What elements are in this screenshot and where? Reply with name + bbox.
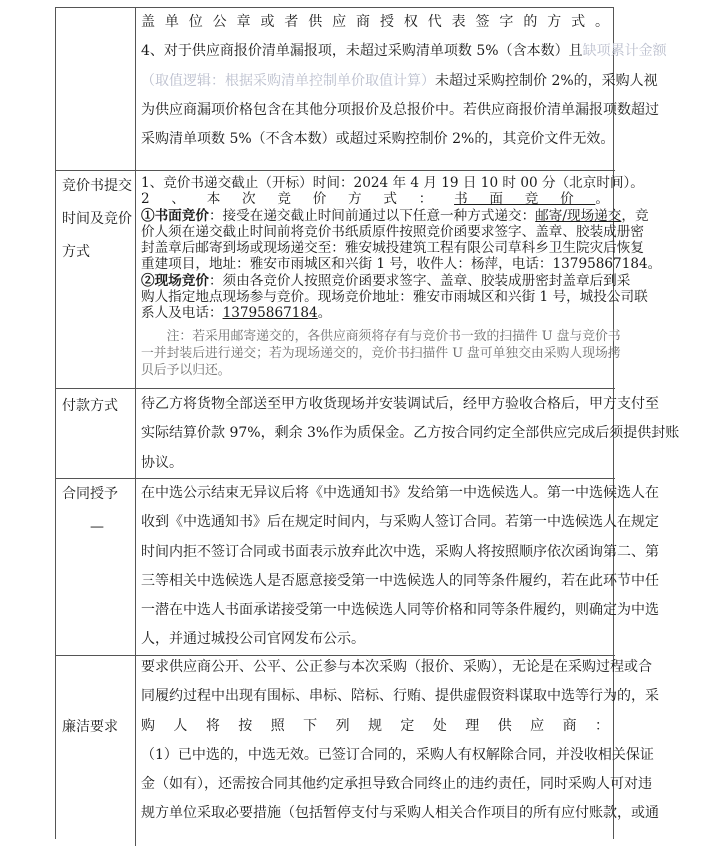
label-line: 时间及竞价 [62, 211, 132, 227]
text-line [141, 479, 659, 508]
text-segment: 收到《中选通知书》后在规定时间内，与采购人签订合同。若第一中选候选人在规定 [141, 514, 659, 531]
text-line [141, 191, 609, 207]
text-segment: ②现场竞价 [141, 272, 209, 289]
row-2-content [141, 175, 662, 322]
text-line [141, 207, 649, 224]
text-line [141, 596, 659, 625]
text-segment: 。 [317, 305, 332, 322]
underlined-text: 13795867184 [222, 305, 318, 322]
text-line [141, 175, 644, 191]
text-line [141, 682, 659, 711]
row-2-note [141, 328, 621, 379]
text-segment: 贝后予以归还。 [141, 363, 231, 378]
row-divider [55, 170, 615, 171]
text-segment: 封盖章后邮寄到场或现场递交至：雅安城投建筑工程有限公司草科乡卫生院灾后恢复 [141, 240, 644, 257]
faded-text: （取值逻辑：根据采购清单控制单价取值计算） [141, 72, 435, 89]
text-line [141, 223, 644, 240]
text-line [141, 289, 648, 306]
text-segment: 三等相关中选候选人是否愿意接受第一中选候选人的同等条件履约，若在此环节中任 [141, 572, 659, 589]
text-segment: 一潜在中选人书面承诺接受第一中选候选人同等价格和同等条件履约，则确定为中选 [141, 602, 659, 619]
text-segment: （1）已中选的，中选无效。已签订合同的，采购人有权解除合同，并没收相关保证 [141, 746, 654, 763]
row-divider [55, 388, 615, 389]
text-line [141, 390, 659, 419]
row-3-content [141, 390, 680, 478]
text-segment: 为供应商漏项价格包含在其他分项报价及总报价中。若供应商报价清单漏报项数超过 [141, 101, 659, 118]
text-line [141, 712, 609, 741]
text-segment: 购人指定地点现场参与竞价。现场竞价地址：雅安市雨城区和兴街 1 号，城投公司联 [141, 289, 648, 306]
label-line: 竞价书提交 [62, 178, 132, 194]
text-line [141, 328, 621, 345]
text-segment: 在中选公示结束无异议后将《中选通知书》发给第一中选候选人。第一中选候选人在 [141, 485, 659, 501]
text-segment: 金（如有），还需按合同其他约定承担导致合同终止的违约责任，同时采购人可对违 [141, 776, 652, 793]
text-line [141, 8, 609, 37]
text-line [141, 37, 667, 66]
text-segment: 重建项目，地址：雅安市雨城区和兴街 1 号，收件人：杨萍，电话：13795867184。 [141, 256, 662, 273]
text-segment: 时间内拒不签订合同或书面表示放弃此次中选，采购人将按照顺序依次函询第二、第 [141, 543, 659, 560]
text-line [141, 125, 615, 154]
text-segment: 采购清单项数 5%（不含本数）或超过采购控制价 2%的，其竞价文件无效。 [141, 131, 615, 148]
row-5-content [141, 653, 659, 829]
text-line [141, 449, 609, 478]
faded-text: 缺项累计金额 [582, 43, 667, 60]
text-line [141, 345, 621, 362]
text-segment: 一并封装后进行递交；若为现场递交的，竞价书扫描件 U 盘可单独交由采购人现场拷 [141, 346, 621, 361]
text-line [141, 741, 654, 770]
text-line [141, 272, 631, 289]
text-line [141, 625, 609, 654]
text-line [141, 419, 680, 448]
text-line [141, 538, 659, 567]
row-2-label [62, 170, 132, 269]
text-segment: 2、本次竞价方式： [141, 191, 455, 208]
row-4-content [141, 479, 659, 655]
column-divider [135, 7, 136, 846]
label-line: 付款方式 [62, 398, 118, 414]
label-line: 合同授予 [62, 486, 118, 502]
text-segment: ，竞 [621, 207, 649, 224]
text-segment: 同履约过程中出现有围标、串标、陪标、行贿、提供虚假资料谋取中选等行为的，采 [141, 688, 659, 705]
text-line [141, 240, 644, 257]
text-segment: ：接受在递交截止时间前通过以下任意一种方式递交： [208, 207, 536, 224]
text-segment: 规方单位采取必要措施（包括暂停支付与采购人相关合作项目的所有应付账款，或通 [141, 805, 659, 822]
text-line [141, 362, 609, 379]
row-4-label [62, 478, 132, 544]
text-segment: 人，并通过城投公司官网发布公示。 [141, 631, 365, 648]
text-line [141, 256, 662, 273]
text-segment: 协议。 [141, 454, 183, 471]
text-segment: ①书面竞价 [141, 207, 209, 224]
text-line [141, 653, 652, 682]
text-segment: 1、竞价书递交截止（开标）时间：2024 年 4 月 19 日 10 时 00 分（北京时间）。 [141, 175, 644, 191]
text-segment: 价人须在递交截止时间前将竞价书纸质原件按照竞价函要求签字、盖章、胶装成册密 [141, 223, 644, 240]
text-segment: 系人及电话： [141, 305, 223, 322]
text-line [141, 67, 658, 96]
row-1-content [141, 8, 667, 154]
underlined-text: 书面竞价 [454, 191, 596, 208]
text-segment: 待乙方将货物全部送至甲方收货现场并安装调试后，经甲方验收合格后，甲方支付至 [141, 396, 659, 412]
text-segment: 购人将按照下列规定处理供应商： [141, 717, 609, 734]
label-line: 方式 [62, 244, 90, 260]
label-line: — [90, 519, 104, 535]
row-5-label [62, 711, 132, 744]
text-line [141, 770, 652, 799]
text-line [141, 508, 659, 537]
text-segment: 未超过采购控制价 2%的，采购人视 [435, 72, 658, 89]
text-line [141, 799, 659, 828]
text-segment: ：须由各竞价人按照竞价函要求签字、盖章、胶装成册密封盖章后到采 [208, 272, 631, 289]
text-segment: 4、对于供应商报价清单漏报项，未超过采购清单项数 5%（含本数）且 [141, 43, 583, 60]
text-line [141, 305, 609, 321]
text-segment: 。 [595, 191, 609, 208]
text-line [141, 567, 659, 596]
row-3-label [62, 390, 132, 423]
text-segment: 实际结算价款 97%，剩余 3%作为质保金。乙方按合同约定全部供应完成后须提供封账 [141, 425, 680, 442]
text-segment: 盖单位公章或者供应商授权代表签字的方式。 [141, 14, 609, 30]
text-segment: 注：若采用邮寄递交的，各供应商须将存有与竞价书一致的扫描件 U 盘与竞价书 [141, 329, 621, 344]
text-segment: 要求供应商公开、公平、公正参与本次采购（报价、采购），无论是在采购过程或合 [141, 659, 652, 675]
underlined-text: 邮寄/现场递交 [535, 207, 622, 224]
label-line: 廉洁要求 [62, 719, 118, 735]
text-line [141, 96, 659, 125]
